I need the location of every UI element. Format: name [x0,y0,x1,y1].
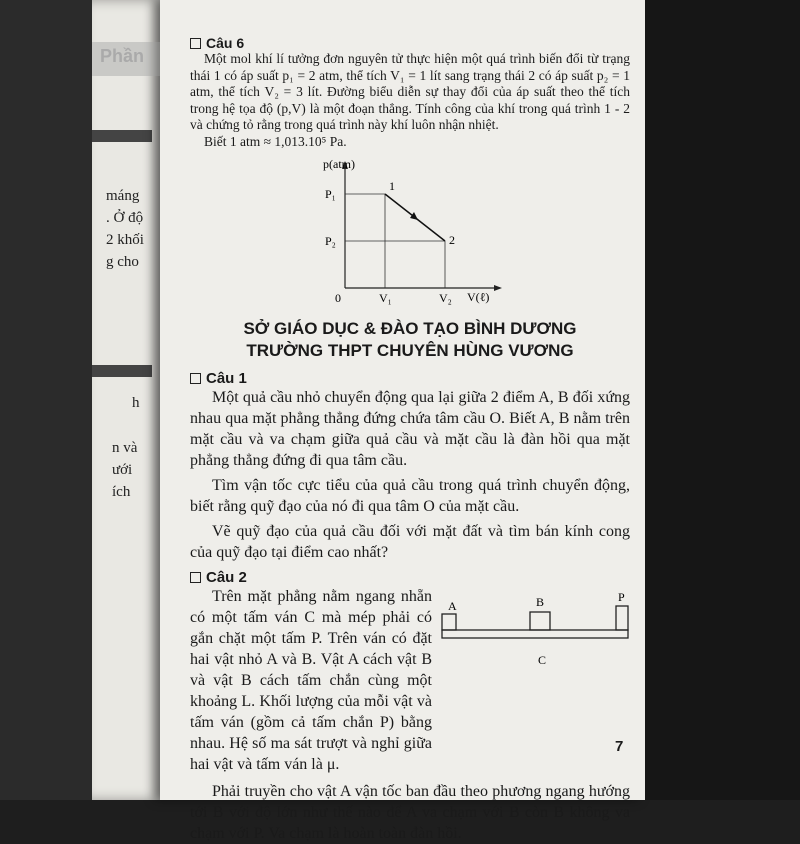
checkbox-square-icon [190,38,201,49]
checkbox-square-icon [190,572,201,583]
question-2-heading [190,569,630,586]
prev-page-header [92,42,164,76]
pv-graph [315,156,505,306]
p1-label: P₁ [325,187,336,201]
prev-fragment: ích [112,484,131,500]
prev-page-bar [92,130,152,142]
prev-page-bar [92,365,152,377]
p2-label: P₂ [325,234,336,248]
prev-fragment: . Ở độ [106,210,144,226]
school-heading-line1: SỞ GIÁO DỤC & ĐÀO TẠO BÌNH DƯƠNG [243,319,577,338]
label-b: B [536,595,545,609]
prev-fragment: h [132,395,140,411]
page-content [190,35,630,844]
prev-fragment: máng [106,188,140,204]
origin-label: 0 [335,291,341,305]
previous-page-edge [92,0,164,800]
question-6-note: Biết 1 atm ≈ 1,013.10⁵ Pa. [204,133,347,149]
board-figure-svg [440,592,630,682]
question-6-title: Câu 6 [206,35,245,51]
board-c [442,630,628,638]
school-heading-line2: TRƯỜNG THPT CHUYÊN HÙNG VƯƠNG [246,341,574,360]
prev-fragment: n và [112,440,138,456]
pv-graph-svg [315,156,505,306]
question-6-text: Một mol khí lí tưởng đơn nguyên tử thực hiện một quá trình biến đổi từ trạng thái 1 có áp suất p₁ = 2 atm, thể tích V₁ = 1 lít sang trạng thái 2 có áp suất p₂ = 1 atm, thể tích V₂ = 3 lít. Đường biểu diễn sự thay đổi của áp suất theo thể tích trong hệ tọa độ (p,V) là một đoạn thẳng. Tính công của khí trong quá trình 1 - 2 và chứng tỏ rằng trong quá trình này khí luôn nhận nhiệt. [190,51,630,132]
question-2-para1: Trên mặt phẳng nằm ngang nhẵn có một tấm ván C mà mép phải có gắn chặt một tấm P. Trên ván có đặt hai vật nhỏ A và B. Vật A cách vật B và vật B cách tấm chắn cùng một khoảng L. Khối lượng của mỗi vật và tấm ván (gồm cả tấm chắn P) bằng nhau. Hệ số ma sát trượt và nghỉ giữa hai vật và tấm ván là μ. [190,588,432,773]
question-2-body [190,586,630,775]
prev-fragment: ưới [112,462,133,478]
x-axis-label: V(ℓ) [467,290,490,304]
v2-label: V₂ [439,291,452,305]
block-b [530,612,550,630]
prev-fragment: 2 khối [106,232,144,248]
barrier-p [616,606,628,630]
checkbox-square-icon [190,373,201,384]
question-6-heading [190,35,630,51]
point-2-label: 2 [449,233,455,247]
v1-label: V₁ [379,291,392,305]
question-2-para2: Phải truyền cho vật A vận tốc ban đầu theo phương ngang hướng tới B với độ lớn như thế nào để A va chạm với B còn B không va chạm với P. Va chạm là hoàn toàn đàn hồi. [190,783,630,842]
question-1-heading [190,370,630,387]
board-figure [440,592,630,682]
question-1-para3: Vẽ quỹ đạo của quả cầu đối với mặt đất và tìm bán kính cong của quỹ đạo tại điểm cao nhất? [190,523,630,561]
page-number: 7 [615,738,624,755]
prev-fragment: g cho [106,254,139,270]
label-a: A [448,599,457,613]
question-1-title: Câu 1 [206,370,247,387]
school-heading [190,318,630,362]
question-2-title: Câu 2 [206,569,247,586]
book-page [160,0,645,842]
block-a [442,614,456,630]
y-axis-label: p(atm) [323,157,355,171]
question-1-para2: Tìm vận tốc cực tiểu của quả cầu trong quá trình chuyển động, biết rằng quỹ đạo của nó đi qua tâm O của mặt cầu. [190,477,630,515]
label-p: P [618,592,625,604]
label-c: C [538,653,547,667]
prev-page-header-text: Phần [100,46,145,66]
process-arrow [410,212,418,220]
question-1-para1: Một quả cầu nhỏ chuyển động qua lại giữa 2 điểm A, B đối xứng nhau qua mặt phẳng thẳng đứng chứa tâm cầu O. Biết A, B nằm trên mặt cầu và va chạm giữa quả cầu và mặt cầu là đàn hồi qua mặt phẳng thẳng đứng đi qua tâm cầu. [190,389,630,469]
point-1-label: 1 [389,179,395,193]
background-right [645,0,800,800]
x-axis-arrow [494,285,502,291]
